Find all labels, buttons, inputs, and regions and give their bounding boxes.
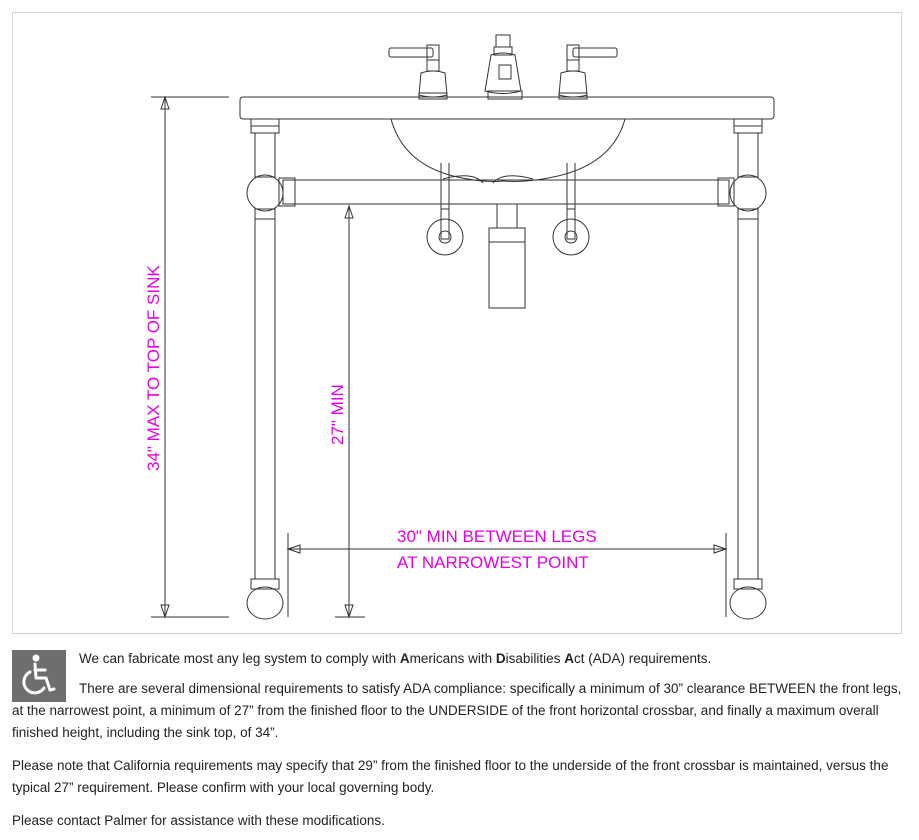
- drain-pipe: [489, 204, 525, 308]
- sink-top: [240, 97, 774, 119]
- left-faucet-handle: [389, 45, 447, 99]
- dim-height-max-label: 34" MAX TO TOP OF SINK: [144, 265, 163, 471]
- left-leg: [247, 119, 283, 619]
- right-faucet-handle: [559, 45, 617, 99]
- dim-crossbar-min-label: 27" MIN: [328, 384, 347, 445]
- sink-basin: [391, 119, 625, 181]
- faucet-spout: [485, 35, 522, 99]
- ada-description: [12, 648, 902, 832]
- right-leg: [730, 119, 766, 619]
- diagram-frame: [12, 12, 902, 634]
- dim-narrowest-point-label: AT NARROWEST POINT: [397, 553, 589, 572]
- ada-intro-paragraph: We can fabricate most any leg system to comply with Americans with Disabilities Act (ADA) requirements.: [79, 651, 712, 666]
- california-note-paragraph: Please note that California requirements may specify that 29” from the finished floor to the underside of the front crossbar is maintained, versus the typical 27” requirement. Please confirm with your local governing body.: [12, 758, 889, 795]
- contact-paragraph: Please contact Palmer for assistance with these modifications.: [12, 813, 385, 828]
- ada-requirements-paragraph: There are several dimensional requirements to satisfy ADA compliance: specifically a minimum of 30” clearance BETWEEN the front legs, at the narrowest point, a minimum of 27” from the finished floor to the UNDERSIDE of the front horizontal crossbar, and finally a maximum overall finished height, including the sink top, of 34”.: [12, 681, 902, 740]
- front-crossbar: [283, 180, 729, 204]
- sink-console-diagram: [13, 13, 903, 635]
- dim-between-legs-label: 30" MIN BETWEEN LEGS: [397, 527, 597, 546]
